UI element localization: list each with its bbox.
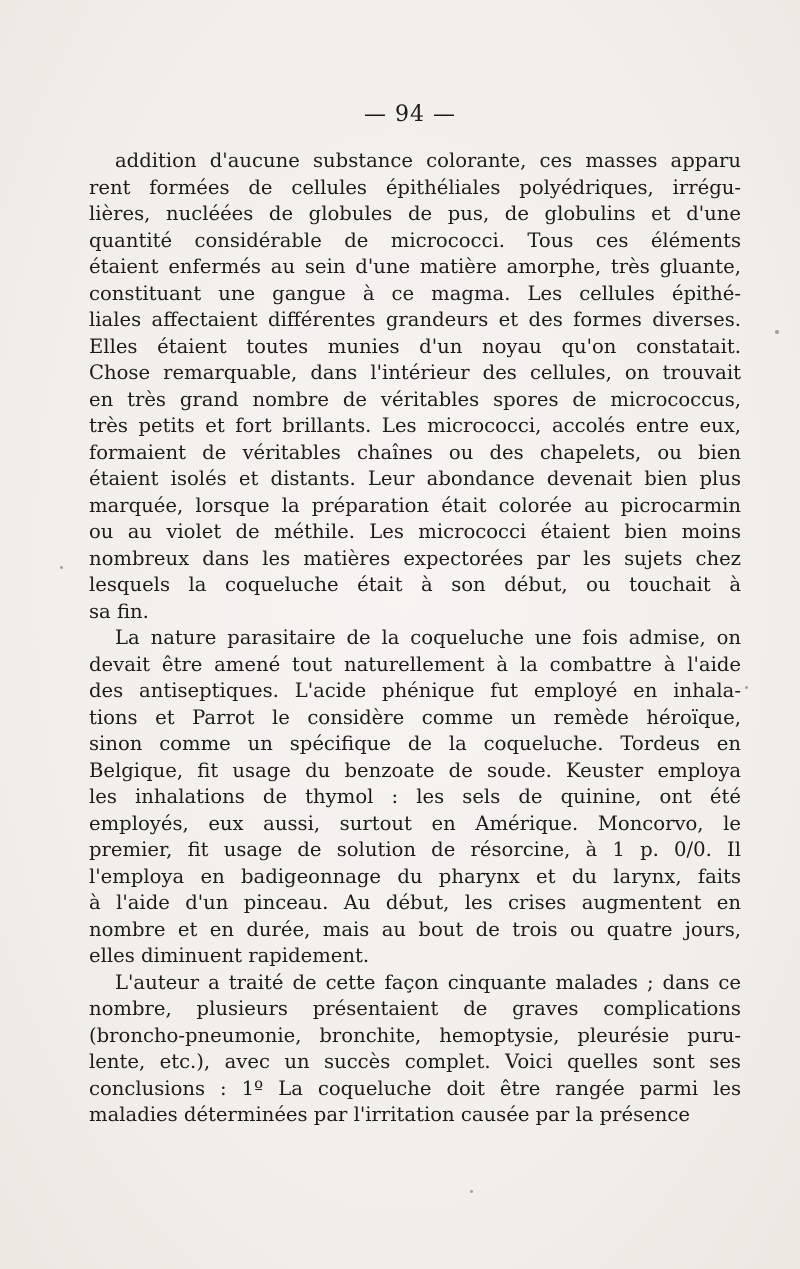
- text-line: maladies déterminées par l'irritation causée par la présence: [89, 1103, 690, 1126]
- text-line: elles diminuent rapidement.: [89, 944, 370, 967]
- text-line: très petits et fort brillants. Les micrococci, accolés entre eux,: [89, 414, 741, 437]
- text-line: lente, etc.), avec un succès complet. Voici quelles sont ses: [89, 1050, 741, 1073]
- text-line: addition d'aucune substance colorante, ces masses apparu: [115, 149, 741, 172]
- text-line: en très grand nombre de véritables spores de micrococcus,: [89, 387, 741, 411]
- text-line: étaient enfermés au sein d'une matière amorphe, très gluante,: [89, 255, 741, 278]
- text-line: quantité considérable de micrococci. Tous ces éléments: [89, 228, 741, 252]
- text-line: premier, fit usage de solution de résorcine, à 1 p. 0/0. Il: [89, 838, 741, 861]
- text-line: lesquels la coqueluche était à son début, ou touchait à: [89, 573, 741, 596]
- text-line: formaient de véritables chaînes ou des chapelets, ou bien: [89, 440, 741, 464]
- text-line: étaient isolés et distants. Leur abondance devenait bien plus: [89, 467, 741, 490]
- text-line: (broncho-pneumonie, bronchite, hemoptysie, pleurésie puru-: [89, 1023, 741, 1047]
- text-line: employés, eux aussi, surtout en Amérique. Moncorvo, le: [89, 811, 741, 835]
- text-line: l'employa en badigeonnage du pharynx et du larynx, faits: [89, 864, 741, 888]
- text-line: rent formées de cellules épithéliales polyédriques, irrégu-: [89, 175, 741, 199]
- text-line: marquée, lorsque la préparation était colorée au picrocarmin: [89, 493, 741, 517]
- text-line: des antiseptiques. L'acide phénique fut employé en inhala-: [89, 679, 741, 702]
- page-number: — 94 —: [364, 102, 456, 127]
- text-line: Chose remarquable, dans l'intérieur des cellules, on trouvait: [89, 361, 741, 384]
- text-line: nombre et en durée, mais au bout de trois ou quatre jours,: [89, 917, 741, 941]
- text-line: ou au violet de méthile. Les micrococci étaient bien moins: [89, 520, 741, 543]
- text-line: nombre, plusieurs présentaient de graves complications: [89, 997, 741, 1020]
- body-text: [89, 148, 741, 1129]
- text-line: constituant une gangue à ce magma. Les cellules épithé-: [89, 281, 741, 305]
- text-line: conclusions : 1º La coqueluche doit être rangée parmi les: [89, 1076, 741, 1100]
- paragraph-3: [89, 970, 741, 1129]
- paragraph-2: [89, 625, 741, 970]
- text-line: les inhalations de thymol : les sels de quinine, ont été: [89, 785, 741, 808]
- text-line: sinon comme un spécifique de la coqueluche. Tordeus en: [89, 732, 741, 755]
- text-line: nombreux dans les matières expectorées par les sujets chez: [89, 546, 741, 570]
- text-line: devait être amené tout naturellement à la combattre à l'aide: [89, 652, 741, 676]
- text-line: Elles étaient toutes munies d'un noyau qu'on constatait.: [89, 334, 741, 358]
- text-line: L'auteur a traité de cette façon cinquante malades ; dans ce: [115, 970, 741, 994]
- text-line: liales affectaient différentes grandeurs et des formes diverses.: [89, 308, 741, 331]
- paper-speck: [470, 1190, 473, 1193]
- text-line: à l'aide d'un pinceau. Au début, les crises augmentent en: [89, 891, 741, 914]
- text-line: lières, nucléées de globules de pus, de globulins et d'une: [89, 202, 741, 225]
- paper-speck: [60, 566, 63, 569]
- text-line: Belgique, fit usage du benzoate de soude. Keuster employa: [89, 758, 741, 782]
- text-line: La nature parasitaire de la coqueluche une fois admise, on: [115, 626, 741, 649]
- text-line: tions et Parrot le considère comme un remède héroïque,: [89, 705, 741, 729]
- paper-speck: [745, 686, 748, 689]
- text-line: sa fin.: [89, 599, 149, 623]
- paragraph-1: [89, 148, 741, 625]
- paper-speck: [775, 330, 779, 334]
